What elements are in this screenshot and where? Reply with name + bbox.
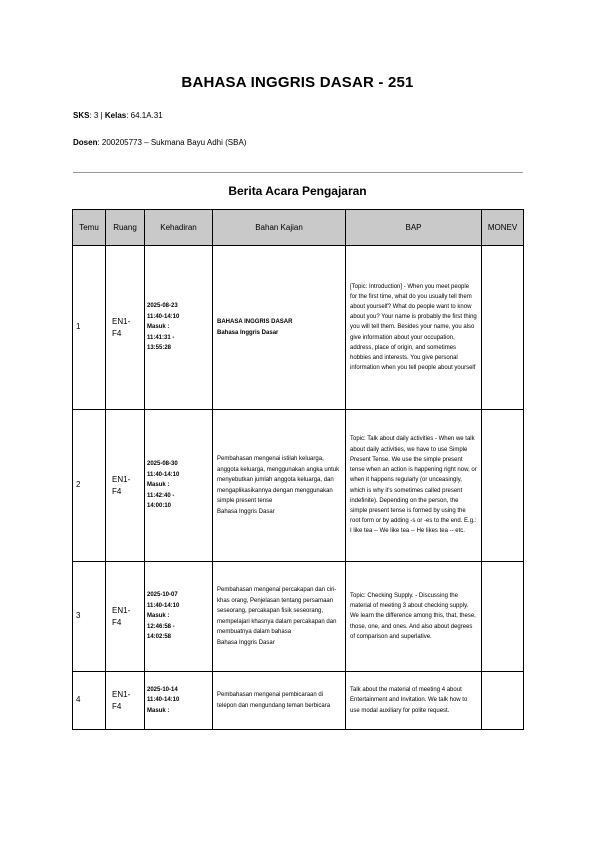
cell-monev (482, 410, 524, 562)
dosen-value: : 200205773 – Sukmana Bayu Adhi (SBA) (97, 138, 247, 147)
cell-temu: 2 (73, 410, 106, 562)
table-header-row (73, 210, 524, 246)
cell-ruang: EN1- F4 (106, 410, 145, 562)
cell-kehadiran: 2025-08-30 11:40-14:10 Masuk : 11:42:40 - 14:00:10 (145, 410, 213, 562)
col-header-bahan-kajian: Bahan Kajian (213, 210, 346, 246)
cell-monev (482, 672, 524, 730)
cell-bap: Topic: Talk about daily activities - When we talk about daily activities, we have to use Simple Present Tense. We use the simple present tense when an action is happening right now, or when it happens regularly (or unceasingly, which is why it's sometimes called present indefinite). Depending on the person, the simple present tense is formed by using the root form or by adding -s or -es to the end. E.g.: I like tea -- We like tea -- He likes tea -- etc. (346, 410, 482, 562)
cell-kehadiran: 2025-10-14 11:40-14:10 Masuk : (145, 672, 213, 730)
cell-temu: 1 (73, 246, 106, 410)
lecturer-line (73, 138, 246, 147)
col-header-ruang: Ruang (106, 210, 145, 246)
cell-monev (482, 246, 524, 410)
document-title: BAHASA INGGRIS DASAR - 251 (181, 74, 414, 91)
cell-kehadiran: 2025-10-07 11:40-14:10 Masuk : 12:46:58 - 14:02:58 (145, 562, 213, 672)
col-header-bap: BAP (346, 210, 482, 246)
col-header-monev: MONEV (482, 210, 524, 246)
cell-bap: [Topic: Introduction] - When you meet people for the first time, what do you usually tell them about yourself? What do people want to know about you? Your name is probably the first thing you will tell them. Besides your name, you also give information about your occupation, address, place of origin, and sometimes hobbies and interests. You give personal information when you tell people about yourself (346, 246, 482, 410)
sks-value: : 3 | (89, 111, 105, 120)
cell-temu: 4 (73, 672, 106, 730)
kelas-value: : 64.1A.31 (126, 111, 163, 120)
section-title: Berita Acara Pengajaran (228, 184, 367, 198)
course-meta-line (73, 111, 163, 120)
cell-bahan-kajian: BAHASA INGGRIS DASAR Bahasa Inggris Dasar (213, 246, 346, 410)
cell-kehadiran: 2025-08-23 11:40-14:10 Masuk : 11:41:31 - 13:55:28 (145, 246, 213, 410)
section-divider (73, 172, 523, 173)
cell-temu: 3 (73, 562, 106, 672)
col-header-kehadiran: Kehadiran (145, 210, 213, 246)
cell-bahan-kajian: Pembahasan mengenai percakapan dan ciri-khas orang, Penjelasan tentang persamaan seseorang, percakapan fisik seseorang, mempelajari khasnya dalam percakapan dan membuatnya dalam bahasa Bahasa Inggris Dasar (213, 562, 346, 672)
cell-bap: Topic: Checking Supply. - Discussing the material of meeting 3 about checking supply. We learn the difference among this, that, these, those, one, and ones. And also about degrees of comparison and superlative. (346, 562, 482, 672)
cell-ruang: EN1- F4 (106, 246, 145, 410)
col-header-temu: Temu (73, 210, 106, 246)
dosen-label: Dosen (73, 138, 98, 147)
cell-ruang: EN1- F4 (106, 562, 145, 672)
table-row (73, 562, 524, 672)
cell-bahan-kajian: Pembahasan mengenai istilah keluarga, anggota keluarga, menggunakan angka untuk menyebutkan jumlah anggota keluarga, dan mengaplikasikannya dengan menggunakan simple present tense Bahasa Inggris Dasar (213, 410, 346, 562)
table-row (73, 246, 524, 410)
cell-ruang: EN1- F4 (106, 672, 145, 730)
cell-bap: Talk about the material of meeting 4 about Entertainment and Invitation. We talk how to use modal auxiliary for polite request. (346, 672, 482, 730)
table-row (73, 410, 524, 562)
table-row (73, 672, 524, 730)
sks-label: SKS (73, 111, 90, 120)
cell-bahan-kajian: Pembahasan mengenai pembicaraan di telepon dan mengundang teman berbicara (213, 672, 346, 730)
cell-monev (482, 562, 524, 672)
kelas-label: Kelas (104, 111, 127, 120)
bap-table (72, 209, 524, 730)
